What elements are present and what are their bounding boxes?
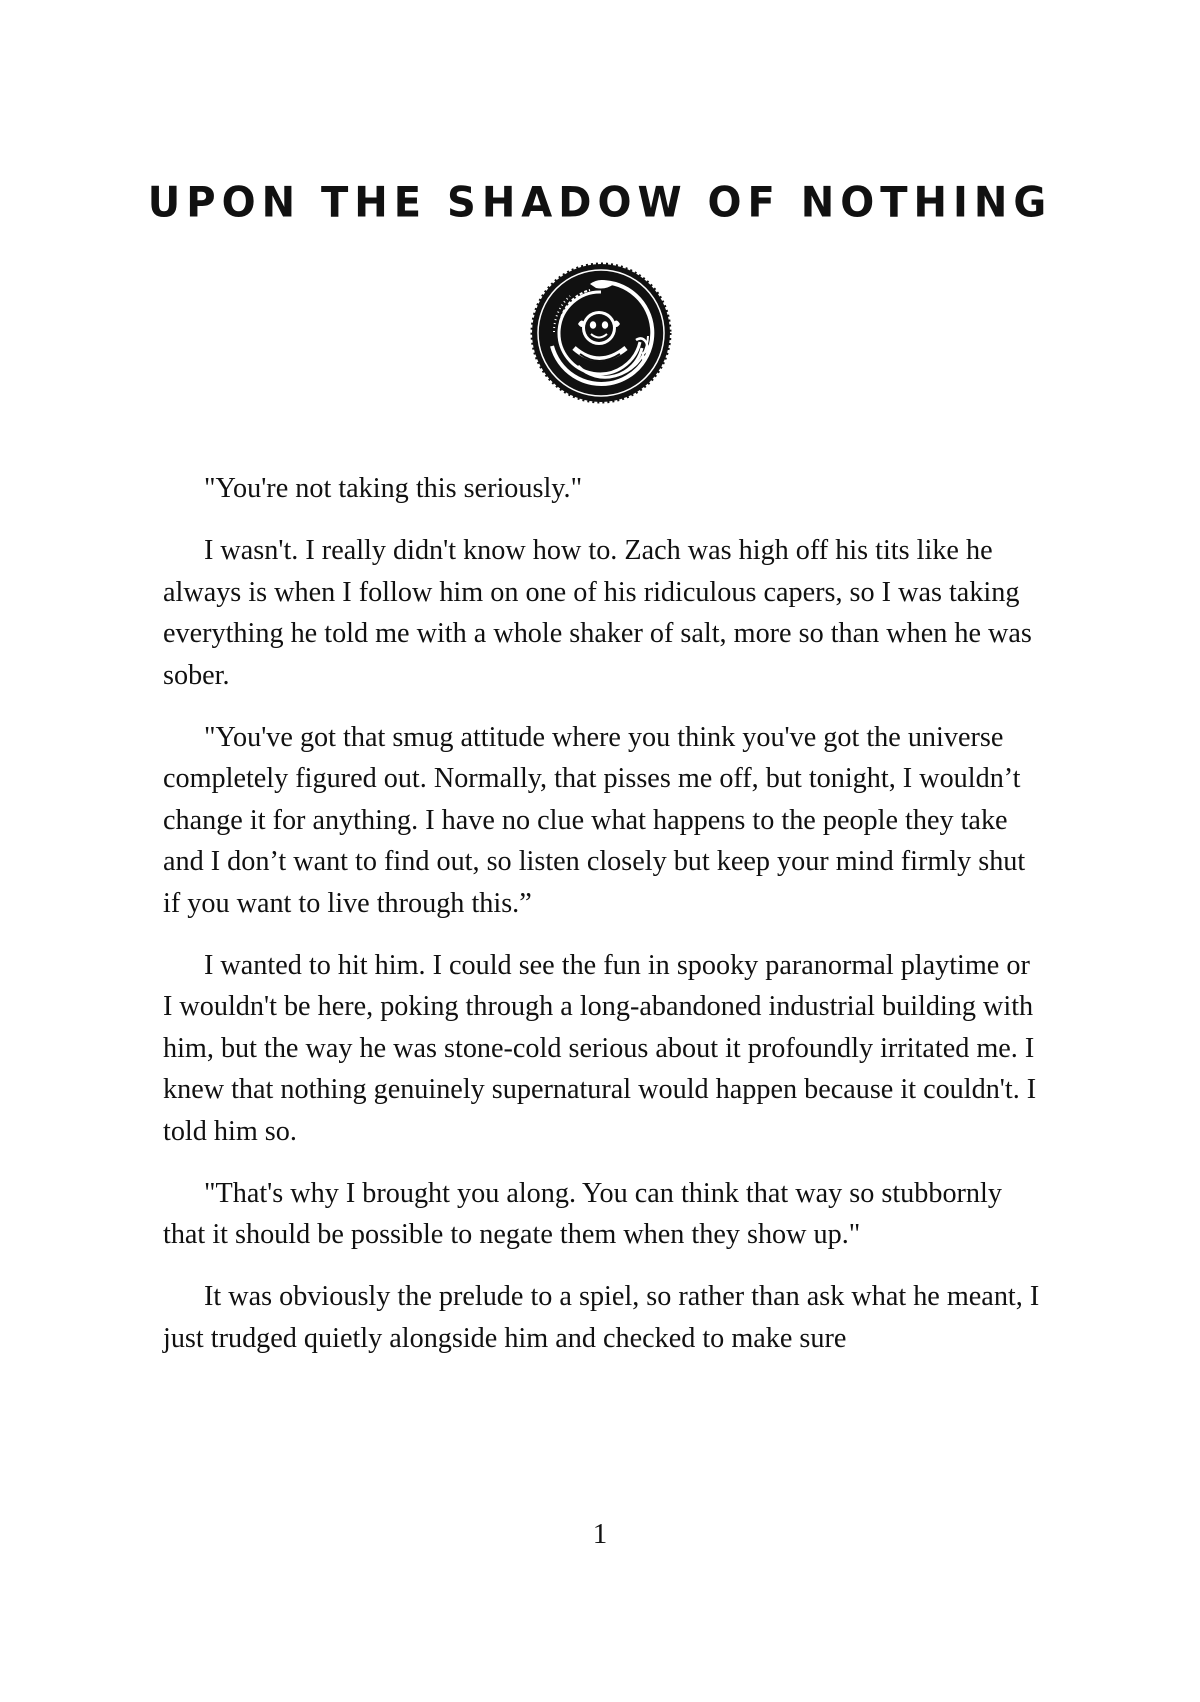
- spiral-face-seal-icon: [530, 262, 672, 404]
- chapter-title: UPON THE SHADOW OF NOTHING: [147, 178, 1053, 228]
- paragraph: It was obviously the prelude to a spiel, so rather than ask what he meant, I just trudged quietly alongside him and checked to make sure: [163, 1281, 1040, 1354]
- paragraph: I wanted to hit him. I could see the fun in spooky paranormal playtime or I wouldn't be here, poking through a long-abandoned industrial building with him, but the way he was stone-cold serious about it profoundly irritated me. I knew that nothing genuinely supernatural would happen because it couldn't. I told him so.: [163, 949, 1037, 1147]
- paragraph: "You're not taking this seriously.": [204, 473, 583, 504]
- chapter-body: [163, 468, 1043, 1380]
- paragraph: "That's why I brought you along. You can think that way so stubbornly that it should be possible to negate them when they show up.": [163, 1177, 1002, 1250]
- paragraph: "You've got that smug attitude where you think you've got the universe completely figured out. Normally, that pisses me off, but tonight, I wouldn’t change it for anything. I have no clue what happens to the people they take and I don’t want to find out, so listen closely but keep your mind firmly shut if you want to live through this.”: [163, 721, 1026, 919]
- paragraph: I wasn't. I really didn't know how to. Zach was high off his tits like he always is when I follow him on one of his ridiculous capers, so I was taking everything he told me with a whole shaker of salt, more so than when he was sober.: [163, 535, 1032, 691]
- page-number: 1: [592, 1518, 608, 1550]
